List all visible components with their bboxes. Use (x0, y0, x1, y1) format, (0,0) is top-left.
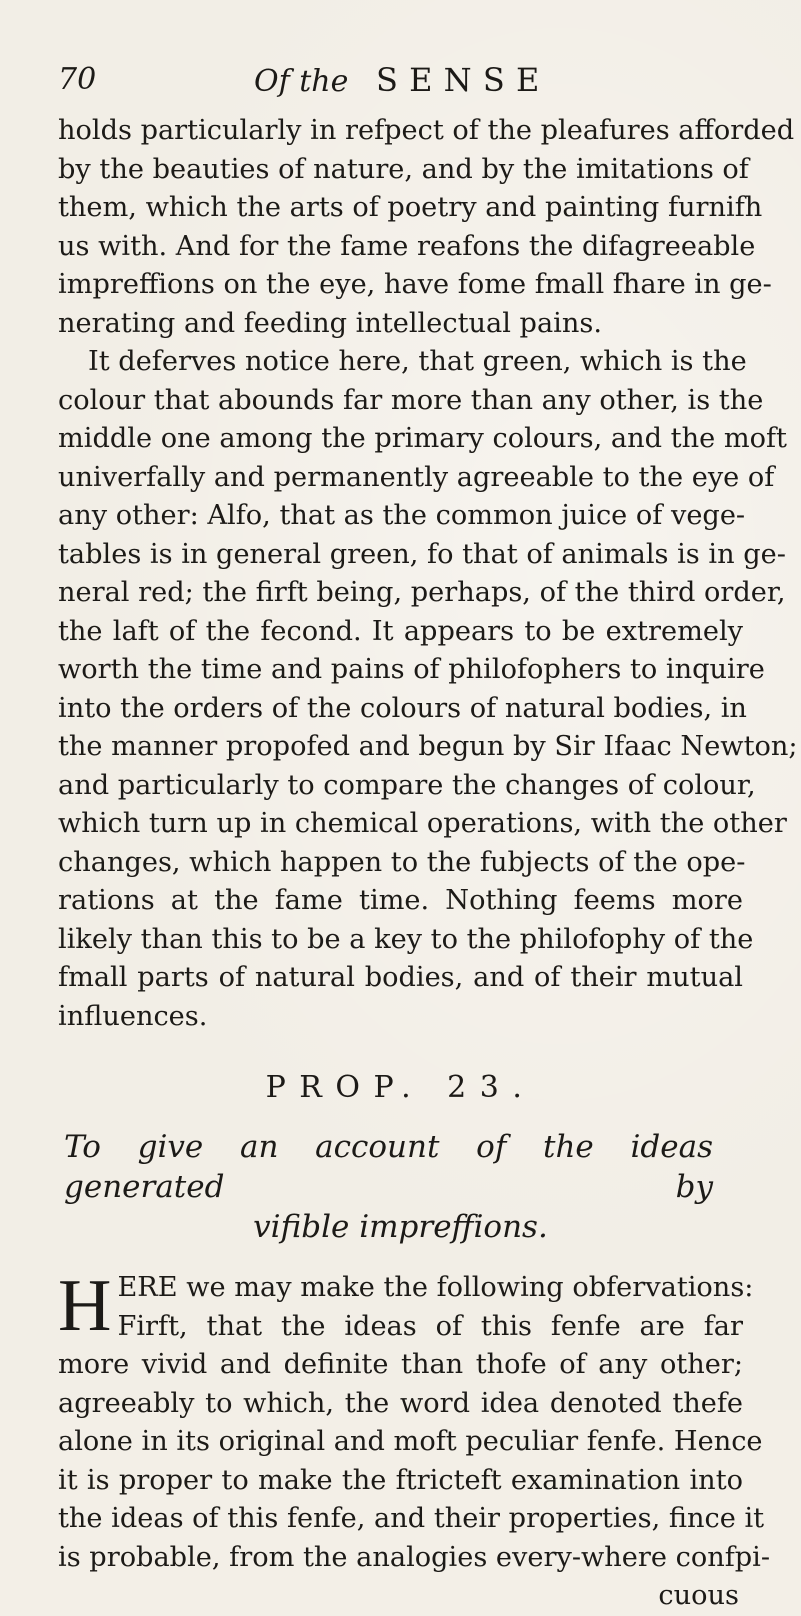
text-line: worth the time and pains of philofophers to inquire (58, 654, 765, 685)
paragraph-2 (58, 343, 798, 1036)
text-line: any other: Alfo, that as the common juice of vege- (58, 500, 746, 531)
running-title-main: SENSE (375, 61, 551, 99)
text-line: it is proper to make the ftricteft examination into (58, 1464, 743, 1496)
text-line: univerfally and permanently agreeable to the eye of (58, 461, 775, 493)
text-line: is probable, from the analogies every-where confpi- (58, 1541, 771, 1573)
heading-line: vifible impreffions. (253, 1209, 548, 1245)
text-line: agreeably to which, the word idea denoted thefe (58, 1387, 743, 1419)
text-line: middle one among the primary colours, and the moft (58, 423, 787, 454)
text-line: the manner propofed and begun by Sir Ifaac Newton; (58, 731, 798, 762)
text-line: changes, which happen to the fubjects of the ope- (58, 846, 746, 878)
text-line: colour that abounds far more than any other, is the (58, 384, 764, 416)
page-number: 70 (58, 62, 97, 97)
text-line: the laft of the fecond. It appears to be extremely (58, 615, 743, 647)
paragraph-3 (58, 1265, 771, 1616)
text-line: and particularly to compare the changes of colour, (58, 769, 756, 801)
text-line: ERE we may make the following obfervations: (117, 1272, 754, 1303)
drop-cap: H (58, 1265, 112, 1347)
text-line: Firft, that the ideas of this fenfe are far (117, 1310, 743, 1342)
text-line: us with. And for the fame reafons the difagreeable (58, 230, 756, 262)
catchword: cuous (658, 1580, 739, 1611)
running-title-prefix: Of the (254, 64, 349, 99)
text-line: holds particularly in refpect of the pleafures afforded (58, 115, 795, 146)
text-line: neral red; the firft being, perhaps, of the third order, (58, 577, 786, 608)
text-line: It deferves notice here, that green, which is the (88, 346, 747, 377)
text-line: by the beauties of nature, and by the imitations of (58, 153, 749, 185)
running-head (58, 60, 743, 112)
text-line: into the orders of the colours of natural bodies, in (58, 692, 747, 724)
text-line: tables is in general green, fo that of animals is in ge- (58, 538, 786, 570)
text-line: more vivid and definite than thofe of any other; (58, 1349, 743, 1380)
text-line: likely than this to be a key to the philofophy of the (58, 923, 754, 955)
text-line: impreffions on the eye, have fome fmall fhare in ge- (58, 269, 772, 300)
text-line: them, which the arts of poetry and painting furnifh (58, 192, 763, 223)
proposition-heading (58, 1127, 743, 1247)
paragraph-1 (58, 112, 795, 343)
text-line: the ideas of this fenfe, and their properties, fince it (58, 1503, 765, 1534)
text-line: alone in its original and moft peculiar fenfe. Hence (58, 1426, 763, 1457)
body-text (58, 112, 798, 1616)
text-line: nerating and feeding intellectual pains. (58, 307, 602, 339)
heading-line: To give an account of the ideas generated by (64, 1129, 713, 1205)
running-title (254, 60, 551, 100)
text-line: rations at the fame time. Nothing feems more (58, 885, 743, 916)
proposition-label: PROP. 23. (265, 1070, 536, 1105)
text-line: which turn up in chemical operations, with the other (58, 808, 787, 839)
text-line: fmall parts of natural bodies, and of their mutual (58, 962, 743, 993)
text-line: influences. (58, 1000, 208, 1032)
